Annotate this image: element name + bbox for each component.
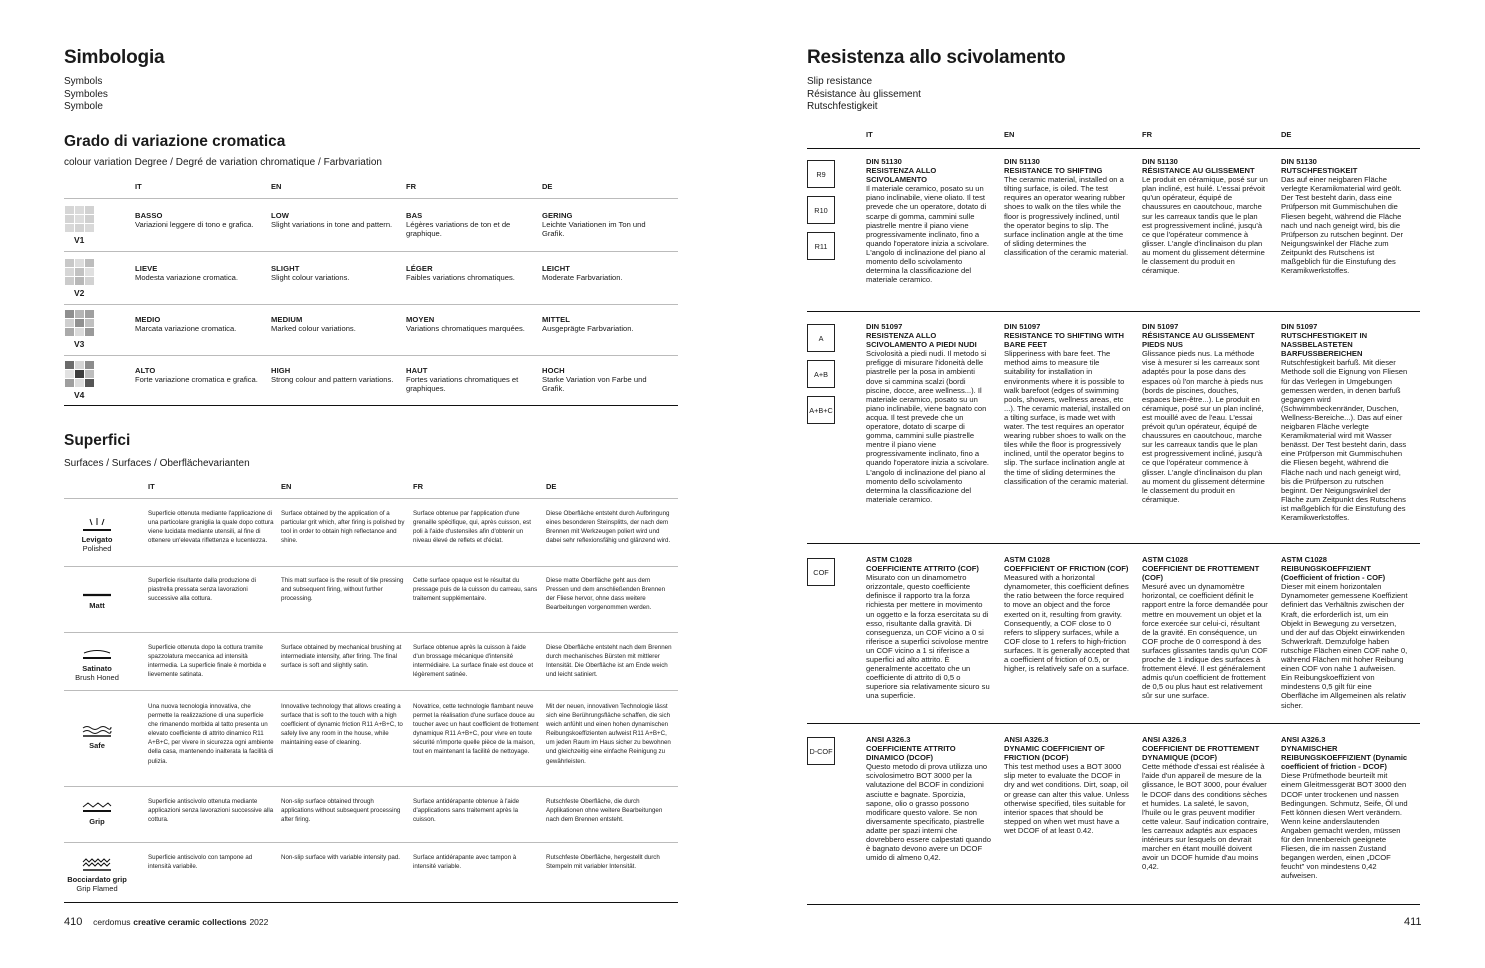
variation-cell-fr — [406, 366, 531, 394]
surface-description-it: Superficie antiscivolo ottenuta mediante applicazioni senza lavorazioni successive alla cottura. — [148, 798, 274, 824]
color-swatch — [85, 319, 94, 327]
color-swatch — [85, 361, 94, 369]
divider — [64, 498, 678, 499]
test-text: Le produit en céramique, posé sur un plan incliné, est huilé. L'essai prévoit qu'un opérateur, équipé de chaussures en caoutchouc, marche sur les carreaux tandis que le plan est progressivement incliné, jusqu'à ce que l'opérateur commence à glisser. L'angle d'inclinaison du plan au moment du glissement détermine le classement du produit en céramique. — [1142, 175, 1268, 276]
color-section-title: Grado di variazione cromatica — [64, 133, 286, 150]
surface-description-de: Diese matte Oberfläche geht aus dem Pressen und dem anschließenden Brennen der Fliese hervor, ohne dass weitere Bearbeitungen vorgenommen werden. — [546, 577, 666, 612]
variation-description: Faibles variations chromatiques. — [406, 273, 515, 283]
color-swatch — [85, 259, 94, 267]
test-title: COEFFICIENT OF FRICTION (COF) — [1004, 564, 1129, 574]
color-swatch — [75, 277, 84, 285]
slip-class-badge: R10 — [807, 196, 835, 224]
variation-description: Modesta variazione cromatica. — [135, 273, 238, 283]
surface-description-de: Diese Oberfläche entsteht nach dem Brennen durch mechanisches Bürsten mit mittlerer Intensität. Die Oberfläche ist am Ende weich und leicht satiniert. — [546, 644, 672, 679]
slip-description-en — [1004, 157, 1131, 257]
color-swatch — [65, 215, 74, 223]
slip-description-it — [866, 555, 993, 701]
variation-code: V4 — [74, 390, 85, 400]
surface-description-en: This matt surface is the result of tile pressing and subsequent firing, without further processing. — [281, 577, 404, 603]
col-header-de: DE — [542, 182, 553, 191]
footer — [64, 916, 268, 928]
divider — [807, 904, 1420, 905]
slip-class-badge: R11 — [807, 232, 835, 260]
variation-level: MITTEL — [542, 315, 571, 324]
test-standard: ASTM C1028 — [1004, 555, 1051, 564]
variation-cell-de — [542, 264, 667, 282]
col-header-de: DE — [546, 482, 557, 491]
test-text: Mesuré avec un dynamomètre horizontal, ce coefficient définit le rapport entre la force demandée pour mettre en mouvement un objet et la force exercée sur celui-ci, résultant de la gravité. En conséquence, un COF proche de 0 correspond à des surfaces glissantes tandis qu'un COF proche de 1 indique des surfaces à frottement élevé. Il est généralement admis qu'un coefficient de frottement de 0,5 ou plus haut est relativement sûr sur une surface. — [1142, 582, 1268, 701]
footer-collection: creative ceramic collections — [133, 917, 247, 927]
slip-class-badge: D-COF — [807, 737, 835, 765]
divider — [64, 632, 678, 633]
slip-class-badge: R9 — [807, 160, 835, 188]
surface-name: Satinato — [82, 663, 112, 673]
surface-alt-name: Grip Flamed — [76, 884, 118, 893]
satin-icon — [82, 647, 112, 661]
color-swatch — [75, 224, 84, 232]
variation-cell-it — [135, 264, 260, 282]
test-standard: DIN 51097 — [866, 322, 903, 331]
safe-icon — [82, 724, 112, 738]
test-text: Scivolosità a piedi nudi. Il metodo si prefigge di misurare l'idoneità delle piastrelle per la posa in ambienti dove si cammina scalzi (bordi piscine, docce, aree wellness...). Il materiale ceramico, posato su un piano inclinabile, viene bagnato con acqua. Il test prevede che un operatore, dotato di scarpe di gomma, cammini sulle piastrelle mentre il piano viene progressivamente inclinato, fino a quando l'operatore inizia a scivolare. L'angolo di inclinazione del piano al momento dello scivolamento determina la classificazione del materiale ceramico. — [866, 349, 990, 504]
test-title: RÉSISTANCE AU GLISSEMENT — [1142, 166, 1255, 176]
variation-cell-de — [542, 366, 667, 394]
polished-icon — [82, 518, 112, 532]
test-standard: DIN 51130 — [1281, 157, 1317, 166]
surface-description-fr: Cette surface opaque est le résultat du pressage puis de la cuisson du carreau, sans traitement supplémentaire. — [413, 577, 538, 603]
test-standard: ANSI A326.3 — [1142, 735, 1187, 744]
col-header-it: IT — [148, 482, 155, 491]
surface-name: Levigato — [81, 534, 113, 544]
variation-level: MOYEN — [406, 315, 435, 324]
variation-level: HAUT — [406, 366, 428, 375]
variation-level: LIEVE — [135, 264, 158, 273]
surface-description-de: Mit der neuen, innovativen Technologie lässt sich eine Berührungsfläche schaffen, die sich weich anfühlt und einen hohen dynamischen Reibungskoeffizienten aufweist R11 A+B+C, um jeden Raum im Haus sicher zu bewohnen und gleichzeitig eine einfache Reinigung zu gewährleisten. — [546, 703, 671, 765]
surface-description-fr: Surface obtenue après la cuisson à l'aide d'un brossage mécanique d'intensité intermédiaire. La surface finale est douce et légèrement satinée. — [413, 644, 534, 679]
test-standard: DIN 51130 — [1004, 157, 1040, 166]
surface-description-it: Superficie ottenuta mediante l'applicazione di una particolare graniglia la quale dopo cottura viene lucidata mediante utensili, al fine di ottenere un'elevata riflettenza e lucentezza. — [148, 510, 274, 545]
variation-description: Légères variations de ton et de graphique. — [406, 220, 511, 239]
divider — [64, 405, 678, 406]
variation-cell-en — [271, 366, 396, 384]
surface-name: Bocciardato grip — [67, 874, 127, 884]
surface-label — [62, 741, 132, 751]
divider — [64, 690, 678, 691]
color-swatch — [65, 206, 74, 214]
surface-description-fr: Surface antidérapante obtenue à l'aide d'applications sans traitement après la cuisson. — [413, 798, 520, 824]
color-swatch — [75, 361, 84, 369]
footer-year: 2022 — [249, 917, 269, 927]
surface-description-fr: Surface obtenue par l'application d'une grenaille spécifique, qui, après cuisson, est poli à l'aide d'ustensiles afin d'obtenir un niveau élevé de reflets et d'éclat. — [413, 510, 531, 545]
test-standard: ANSI A326.3 — [1004, 735, 1049, 744]
variation-level: LÉGER — [406, 264, 433, 273]
variation-level: BAS — [406, 211, 423, 220]
variation-description: Marked colour variations. — [271, 324, 356, 334]
color-swatch — [65, 224, 74, 232]
surface-alt-name: Polished — [82, 544, 112, 553]
surface-description-en: Non-slip surface obtained through applications without subsequent processing after firing. — [281, 798, 401, 824]
surface-section-title: Superfici — [64, 432, 131, 449]
test-title: COEFFICIENT DE FROTTEMENT (COF) — [1142, 564, 1260, 583]
variation-cell-fr — [406, 315, 531, 333]
grip-icon — [82, 800, 112, 814]
test-standard: DIN 51130 — [1142, 157, 1178, 166]
test-standard: ANSI A326.3 — [866, 735, 911, 744]
variation-description: Slight variations in tone and pattern. — [271, 220, 393, 230]
variation-code: V2 — [74, 288, 85, 298]
surface-name: Matt — [89, 601, 105, 610]
color-swatch — [85, 277, 94, 285]
slip-description-en — [1004, 735, 1131, 835]
test-standard: DIN 51097 — [1281, 322, 1318, 331]
surface-label — [62, 601, 132, 611]
divider — [64, 902, 678, 903]
slip-class-badge: COF — [807, 558, 835, 586]
color-swatch — [75, 328, 84, 336]
color-swatch — [75, 370, 84, 378]
surface-description-en: Surface obtained by the application of a particular grit which, after firing is polished by tool in order to obtain high reflectance and shine. — [281, 510, 405, 545]
variation-code: V1 — [74, 235, 85, 245]
color-swatch — [75, 379, 84, 387]
variation-description: Leichte Variationen im Ton und Grafik. — [542, 220, 646, 239]
variation-description: Slight colour variations. — [271, 273, 350, 283]
slip-description-en — [1004, 322, 1131, 486]
divider — [807, 543, 1420, 544]
surface-description-de: Rutschfeste Oberfläche, hergestellt durch Stempeln mit variabler Intensität. — [546, 854, 660, 871]
color-swatch — [85, 310, 94, 318]
color-swatch — [75, 310, 84, 318]
variation-cell-fr — [406, 264, 531, 282]
col-header-en: EN — [1004, 130, 1015, 139]
slip-description-de — [1281, 322, 1408, 522]
divider — [807, 311, 1420, 312]
slip-class-badge: A — [807, 324, 835, 352]
col-header-it: IT — [866, 130, 873, 139]
col-header-fr: FR — [1142, 130, 1152, 139]
slip-class-badge: A+B — [807, 360, 835, 388]
surface-section-subtitle: Surfaces / Surfaces / Oberflächevarianten — [64, 458, 250, 469]
color-swatch — [75, 206, 84, 214]
variation-level: BASSO — [135, 211, 163, 220]
page-number: 411 — [1404, 916, 1422, 928]
color-swatch — [65, 361, 74, 369]
test-standard: ASTM C1028 — [1142, 555, 1189, 564]
test-text: Misurato con un dinamometro orizzontale, questo coefficiente definisce il rapporto tra la forza richiesta per mettere in movimento un oggetto e la forza esercitata su di esso, risultante dalla gravità. Di conseguenza, un COF vicino a 0 si riferisce a superfici scivolose mentre un COF vicino a 1 si riferisce a superfici ad alto attrito. È generalmente accettato che un coefficiente di attrito di 0,5 o superiore sia relativamente sicuro su una superficie. — [866, 573, 990, 701]
color-swatch — [65, 268, 74, 276]
surface-name: Safe — [89, 741, 105, 750]
slip-description-de — [1281, 157, 1408, 275]
col-header-de: DE — [1281, 130, 1292, 139]
color-swatch — [65, 277, 74, 285]
color-swatch — [75, 259, 84, 267]
test-text: Diese Prüfmethode beurteilt mit einem Gleitmessgerät BOT 3000 den DCOF unter trockenen und nassen Bedingungen. Schmutz, Seife, Öl und Fett können diesen Wert verändern. Wenn keine anderslautenden Angaben gemacht werden, müssen für den Innenbereich geeignete Fliesen, die im nassen Zustand begangen werden, einen „DCOF feucht" von mindestens 0,42 aufweisen. — [1281, 771, 1408, 881]
variation-description: Variations chromatiques marquées. — [406, 324, 525, 334]
variation-level: GERING — [542, 211, 573, 220]
test-text: Questo metodo di prova utilizza uno scivolosimetro BOT 3000 per la valutazione del BCOF in condizioni asciutte e bagnate. Sporcizia, sapone, olio o grasso possono modificare questo valore. Se non diversamente specificato, piastrelle adatte per spazi interni che dovrebbero essere calpestati quando è bagnato devono avere un DCOF umido di almeno 0,42. — [866, 762, 991, 863]
right-page — [742, 0, 1485, 968]
variation-description: Ausgeprägte Farbvariation. — [542, 324, 634, 334]
color-swatch — [75, 268, 84, 276]
divider — [64, 566, 678, 567]
slip-description-fr — [1142, 555, 1269, 701]
test-title: COEFFICIENT DE FROTTEMENT DYNAMIQUE (DCOF) — [1142, 744, 1260, 763]
matt-icon — [82, 584, 112, 598]
left-page — [0, 0, 742, 968]
surface-label — [62, 875, 132, 894]
color-swatch — [85, 328, 94, 336]
test-title: COEFFICIENTE ATTRITO (COF) — [866, 564, 979, 574]
surface-description-de: Rutschfeste Oberfläche, die durch Applikationen ohne weitere Bearbeitungen nach dem Brennen entsteht. — [546, 798, 663, 824]
variation-level: LEICHT — [542, 264, 571, 273]
divider — [64, 355, 678, 356]
color-swatch — [85, 224, 94, 232]
color-swatch — [65, 379, 74, 387]
variation-cell-it — [135, 211, 260, 229]
variation-code: V3 — [74, 339, 85, 349]
surface-name: Grip — [89, 816, 105, 826]
page-title: Simbologia — [64, 47, 165, 68]
variation-level: HIGH — [271, 366, 291, 375]
slip-description-de — [1281, 735, 1408, 881]
slip-description-fr — [1142, 157, 1269, 275]
color-swatch — [65, 319, 74, 327]
test-standard: ASTM C1028 — [1281, 555, 1328, 564]
test-text: The ceramic material, installed on a tilting surface, is oiled. The test requires an operator wearing rubber shoes to walk on the tiles while the floor is progressively inclined, until the operator begins to slip. The surface inclination angle at the time of sliding determines the classification of the ceramic material. — [1004, 175, 1129, 257]
slip-description-fr — [1142, 322, 1269, 504]
divider — [807, 148, 1420, 149]
variation-description: Variazioni leggere di tono e grafica. — [135, 220, 254, 230]
variation-level: MEDIO — [135, 315, 161, 324]
page-subtitle: Symbols Symboles Symbole — [64, 76, 108, 112]
variation-description: Marcata variazione cromatica. — [135, 324, 237, 334]
test-title: DYNAMISCHER REIBUNGSKOEFFIZIENT (Dynamic coefficient of friction - DCOF) — [1281, 744, 1408, 772]
page-number: 410 — [64, 916, 83, 928]
color-swatch — [75, 319, 84, 327]
test-title: DYNAMIC COEFFICIENT OF FRICTION (DCOF) — [1004, 744, 1105, 763]
divider — [64, 251, 678, 252]
slip-description-fr — [1142, 735, 1269, 871]
surface-description-de: Diese Oberfläche entsteht durch Aufbringung eines besonderen Steinsplitts, der nach dem Brennen mit Werkzeugen poliert wird und dabei sehr reflexionsfähig und glänzend wird. — [546, 510, 671, 545]
variation-description: Strong colour and pattern variations. — [271, 375, 394, 385]
test-text: Glissance pieds nus. La méthode vise à mesurer si les carreaux sont adaptés pour la pose dans des espaces où l'on marche à pieds nus (bords de piscines, douches, espaces bien-être...). Le produit en céramique, posé sur un plan incliné, est mouillé avec de l'eau. L'essai prévoit qu'un opérateur, équipé de chaussures en caoutchouc, marche sur les carreaux tandis que le plan est progressivement incliné, jusqu'à ce que l'opérateur commence à glisser. L'angle d'inclinaison du plan au moment du glissement détermine le classement du produit en céramique. — [1142, 349, 1265, 504]
variation-cell-de — [542, 211, 667, 239]
page-subtitle: Slip resistance Résistance àu glissement Rutschfestigkeit — [807, 76, 921, 112]
test-standard: DIN 51097 — [1004, 322, 1041, 331]
test-standard: ASTM C1028 — [866, 555, 913, 564]
color-swatch — [85, 215, 94, 223]
test-text: Cette méthode d'essai est réalisée à l'aide d'un appareil de mesure de la glissance, le BOT 3000, pour évaluer le DCOF dans des conditions sèches et humides. La saleté, le savon, l'huile ou le gras peuvent modifier cette valeur. Sauf indication contraire, les carreaux adaptés aux espaces intérieurs sur lesquels on devrait marcher en étant mouillé doivent avoir un DCOF humide d'au moins 0,42. — [1142, 762, 1269, 872]
surface-description-en: Surface obtained by mechanical brushing at intermediate intensity, after firing. The final surface is soft and slightly satin. — [281, 644, 402, 670]
slip-class-badge: A+B+C — [807, 396, 835, 424]
variation-level: MEDIUM — [271, 315, 303, 324]
test-text: Slipperiness with bare feet. The method aims to measure tile suitability for installation in environments where it is possible to walk barefoot (edges of swimming pools, showers, wellness areas, etc ...). The ceramic material, installed on a tilting surface, is made wet with water. The test requires an operator wearing rubber shoes to walk on the tiles while the floor is progressively inclined, until the operator begins to slip. The surface inclination angle at the time of sliding determines the classification of the ceramic material. — [1004, 349, 1131, 486]
variation-cell-it — [135, 315, 260, 333]
color-swatch — [75, 215, 84, 223]
col-header-fr: FR — [413, 482, 423, 491]
test-title: RESISTENZA ALLO SCIVOLAMENTO — [866, 166, 937, 185]
variation-description: Moderate Farbvariation. — [542, 273, 623, 283]
variation-description: Starke Variation von Farbe und Grafik. — [542, 375, 647, 394]
variation-description: Fortes variations chromatiques et graphiques. — [406, 375, 519, 394]
test-text: Il materiale ceramico, posato su un piano inclinabile, viene oliato. Il test prevede che un operatore, dotato di scarpe di gomma, cammini sulle piastrelle mentre il piano viene progressivamente inclinato, fino a quando l'operatore inizia a scivolare. L'angolo di inclinazione del piano al momento dello scivolamento determina la classificazione del materiale ceramico. — [866, 184, 990, 285]
surface-description-en: Non-slip surface with variable intensity pad. — [281, 854, 400, 861]
slip-description-it — [866, 322, 993, 504]
test-standard: DIN 51130 — [866, 157, 902, 166]
test-title: RESISTENZA ALLO SCIVOLAMENTO A PIEDI NUDI — [866, 331, 977, 350]
test-title: RESISTANCE TO SHIFTING — [1004, 166, 1103, 176]
color-swatch — [65, 328, 74, 336]
divider — [807, 723, 1420, 724]
test-title: REIBUNGSKOEFFIZIENT (Coefficient of friction - COF) — [1281, 564, 1386, 583]
test-title: COEFFICIENTE ATTRITO DINAMICO (DCOF) — [866, 744, 956, 763]
test-standard: DIN 51097 — [1142, 322, 1179, 331]
variation-cell-en — [271, 315, 396, 333]
divider — [64, 198, 678, 199]
variation-level: SLIGHT — [271, 264, 300, 273]
color-swatch — [85, 206, 94, 214]
variation-level: HOCH — [542, 366, 565, 375]
variation-cell-it — [135, 366, 260, 384]
footer-brand: cerdomus — [93, 917, 131, 927]
divider — [64, 786, 678, 787]
variation-cell-en — [271, 264, 396, 282]
surface-description-it: Una nuova tecnologia innovativa, che permette la realizzazione di una superficie che rimanendo morbida al tatto presenta un elevato coefficiente di attrito dinamico R11 A+B+C, per vivere in sicurezza ogni ambiente della casa, mantenendo inalterata la facilità di pulizia. — [148, 703, 274, 765]
variation-level: LOW — [271, 211, 290, 220]
variation-description: Forte variazione cromatica e grafica. — [135, 375, 258, 385]
flamed-grip-icon — [82, 858, 112, 872]
test-text: Das auf einer neigbaren Fläche verlegte Keramikmaterial wird geölt. Der Test besteht darin, dass eine Prüfperson mit Gummischuhen die Fliesen begeht, während die Fläche nach und nach geneigt wird, bis die Prüfperson zu rutschen beginnt. Der Neigungswinkel der Fläche zum Zeitpunkt des Rutschens ist maßgeblich für die Einstufung des Keramikwerkstoffes. — [1281, 175, 1403, 276]
test-text: Rutschfestigkeit barfuß. Mit dieser Methode soll die Eignung von Fliesen für das Verlegen in Umgebungen gemessen werden, in denen barfuß gegangen wird (Schwimmbeckenränder, Duschen, Wellness-Bereiche...). Das auf einer neigbaren Fläche verlegte Keramikmaterial wird mit Wasser benässt. Der Test besteht darin, dass eine Prüfperson mit Gummischuhen die Fliesen begeht, während die Fläche nach und nach geneigt wird, bis die Prüfperson zu rutschen beginnt. Der Neigungswinkel der Fläche zum Zeitpunkt des Rutschens ist maßgeblich für die Einstufung des Keramikwerkstoffes. — [1281, 358, 1408, 522]
slip-description-en — [1004, 555, 1131, 673]
color-swatch — [85, 268, 94, 276]
divider — [64, 842, 678, 843]
col-header-en: EN — [271, 182, 282, 191]
test-title: RÉSISTANCE AU GLISSEMENT PIEDS NUS — [1142, 331, 1255, 350]
variation-cell-de — [542, 315, 667, 333]
surface-alt-name: Brush Honed — [75, 673, 119, 682]
variation-cell-fr — [406, 211, 531, 239]
slip-description-it — [866, 735, 993, 862]
test-text: Measured with a horizontal dynamometer, this coefficient defines the ratio between the force required to move an object and the force exerted on it, resulting from gravity. Consequently, a COF close to 0 refers to slippery surfaces, while a COF close to 1 refers to high-friction surfaces. It is generally accepted that a coefficient of friction of 0.5, or higher, is relatively safe on a surface. — [1004, 573, 1130, 674]
test-text: Dieser mit einem horizontalen Dynamometer gemessene Koeffizient definiert das Verhältnis zwischen der Kraft, die erforderlich ist, um ein Objekt in Bewegung zu versetzen, und der auf das Objekt einwirkenden Schwerkraft. Demzufolge haben rutschige Flächen einen COF nahe 0, während Flächen mit hoher Reibung einen COF von nahe 1 aufweisen. Ein Reibungskoeffizient von mindestens 0,5 gilt für eine Oberfläche im Allgemeinen als relativ sicher. — [1281, 582, 1408, 710]
surface-description-it: Superficie antiscivolo con tampone ad intensità variabile. — [148, 854, 253, 871]
slip-description-de — [1281, 555, 1408, 710]
color-swatch — [65, 310, 74, 318]
test-title: RESISTANCE TO SHIFTING WITH BARE FEET — [1004, 331, 1124, 350]
color-swatch — [85, 379, 94, 387]
surface-description-it: Superficie ottenuta dopo la cottura tramite spazzolatura meccanica ad intensità intermedia. La superficie finale è morbida e lievemente satinata. — [148, 644, 267, 679]
surface-description-it: Superficie risultante dalla produzione di piastrella pressata senza lavorazioni successive alla cottura. — [148, 577, 257, 603]
page-title: Resistenza allo scivolamento — [807, 47, 1066, 68]
test-standard: ANSI A326.3 — [1281, 735, 1326, 744]
surface-description-fr: Surface antidérapante avec tampon à intensité variable. — [413, 854, 517, 871]
slip-description-it — [866, 157, 993, 284]
col-header-en: EN — [281, 482, 292, 491]
test-text: This test method uses a BOT 3000 slip meter to evaluate the DCOF in dry and wet conditions. Dirt, soap, oil or grease can alter this value. Unless otherwise specified, tiles suitable for interior spaces that should be stepped on when wet must have a wet DCOF of at least 0.42. — [1004, 762, 1129, 835]
color-swatch — [65, 259, 74, 267]
divider — [64, 304, 678, 305]
surface-label — [62, 817, 132, 827]
surface-label — [62, 664, 132, 683]
surface-description-fr: Novatrice, cette technologie flambant neuve permet la réalisation d'une surface douce au toucher avec un haut coefficient de frottement dynamique R11 A+B+C, pour vivre en toute sécurité n'importe quelle pièce de la maison, tout en maintenant la facilité de nettoyage. — [413, 703, 539, 756]
col-header-fr: FR — [406, 182, 416, 191]
col-header-it: IT — [135, 182, 142, 191]
color-swatch — [85, 370, 94, 378]
color-section-subtitle: colour variation Degree / Degré de variation chromatique / Farbvariation — [64, 157, 382, 168]
test-title: RUTSCHFESTIGKEIT IN NASSBELASTETEN BARFUSSBEREICHEN — [1281, 331, 1368, 359]
variation-cell-en — [271, 211, 396, 229]
color-swatch — [65, 370, 74, 378]
surface-label — [62, 535, 132, 554]
test-title: RUTSCHFESTIGKEIT — [1281, 166, 1358, 176]
surface-description-en: Innovative technology that allows creating a surface that is soft to the touch with a high coefficient of dynamic friction R11 A+B+C, to safely live any room in the house, while maintaining ease of cleaning. — [281, 703, 403, 747]
variation-level: ALTO — [135, 366, 156, 375]
